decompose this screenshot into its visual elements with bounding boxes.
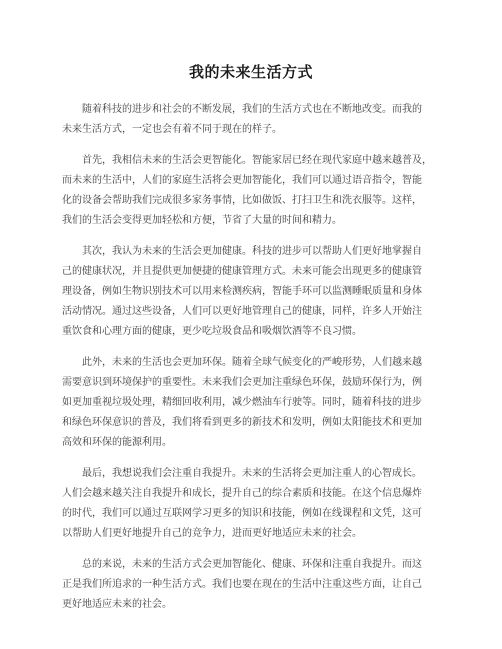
text-line: 随着科技的进步和社会的不断发展，我们的生活方式也在不断地改变。而我的 <box>82 104 422 115</box>
text-line: 首先，我相信未来的生活会更智能化。智能家居已经在现代家庭中越来越普及， <box>82 155 432 166</box>
paragraph-conclusion <box>62 555 440 615</box>
text-line: 高效和环保的能源利用。 <box>62 437 172 448</box>
paragraph-environment <box>62 353 440 453</box>
text-line: 化的设备会帮助我们完成很多家务事情，比如做饭、打扫卫生和洗衣服等。这样， <box>62 195 422 206</box>
text-line: 活动情况。通过这些设备，人们可以更好地管理自己的健康，同样，许多人开始注 <box>62 306 422 317</box>
text-line: 需要意识到环境保护的重要性。未来我们会更加注重绿色环保，鼓励环保行为，例 <box>62 377 422 388</box>
text-line: 以帮助人们更好地提升自己的竞争力，进而更好地适应未来的社会。 <box>62 528 362 539</box>
paragraph-health <box>62 242 440 342</box>
text-line: 正是我们所追求的一种生活方式。我们也要在现在的生活中注重这些方面，让自己 <box>62 579 422 590</box>
text-line: 总的来说，未来的生活方式会更加智能化、健康、环保和注重自我提升。而这 <box>82 559 422 570</box>
text-line: 更好地适应未来的社会。 <box>62 599 172 610</box>
text-line: 人们会越来越关注自我提升和成长，提升自己的综合素质和技能。在这个信息爆炸 <box>62 488 422 499</box>
paragraph-smart-living <box>62 151 440 231</box>
text-line: 理设备，例如生物识别技术可以用来检测疾病，智能手环可以监测睡眠质量和身体 <box>62 286 422 297</box>
text-line: 此外，未来的生活也会更加环保。随着全球气候变化的严峻形势，人们越来越 <box>82 357 422 368</box>
text-line: 重饮食和心理方面的健康，更少吃垃圾食品和吸烟饮酒等不良习惯。 <box>62 326 362 337</box>
text-line: 我们的生活会变得更加轻松和方便，节省了大量的时间和精力。 <box>62 215 342 226</box>
text-line: 的时代，我们可以通过互联网学习更多的知识和技能，例如在线课程和文凭，这可 <box>62 508 422 519</box>
document-title: 我的未来生活方式 <box>188 63 313 81</box>
text-line: 己的健康状况，并且提供更加便捷的健康管理方式。未来可能会出现更多的健康管 <box>62 266 422 277</box>
text-line: 而未来的生活中，人们的家庭生活将会更加智能化，我们可以通过语音指令，智能 <box>62 175 422 186</box>
document-page <box>62 62 440 626</box>
text-line: 未来生活方式，一定也会有着不同于现在的样子。 <box>62 124 282 135</box>
text-line: 和绿色环保意识的普及，我们将看到更多的新技术和发明，例如太阳能技术和更加 <box>62 417 422 428</box>
text-line: 最后，我想说我们会注重自我提升。未来的生活将会更加注重人的心智成长。 <box>82 468 422 479</box>
text-line: 如更加重视垃圾处理，精细回收利用，减少燃油车行驶等。同时，随着科技的进步 <box>62 397 422 408</box>
paragraph-intro <box>62 100 440 140</box>
text-line: 其次，我认为未来的生活会更加健康。科技的进步可以帮助人们更好地掌握自 <box>82 246 422 257</box>
paragraph-self-improvement <box>62 464 440 544</box>
